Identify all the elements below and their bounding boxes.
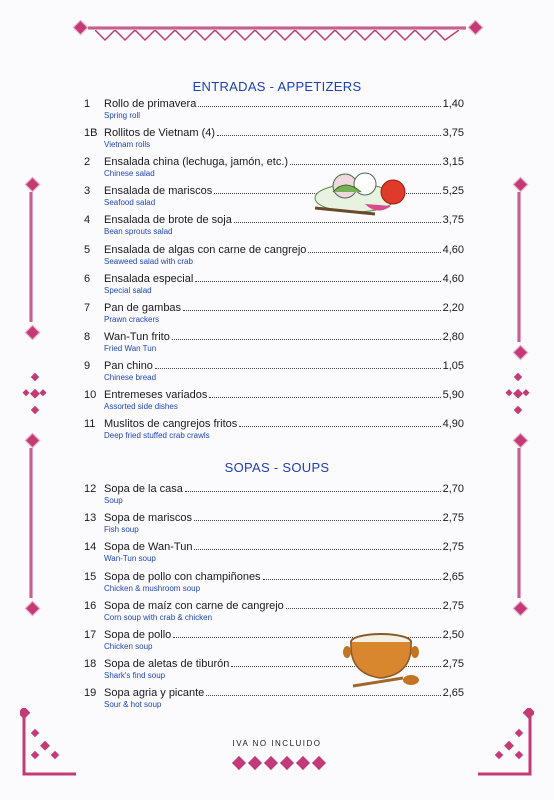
item-price: 2,75 (442, 599, 464, 612)
dot-leader (195, 280, 440, 282)
menu-item (84, 127, 464, 155)
item-number: 13 (84, 512, 97, 525)
item-number: 1B (84, 127, 98, 140)
item-name-es: Ensalada de algas con carne de cangrejo (104, 243, 307, 256)
item-line (104, 483, 464, 495)
item-price: 2,75 (442, 512, 464, 525)
item-price: 3,15 (442, 156, 464, 169)
item-number: 19 (84, 687, 97, 700)
item-name-es: Pan chino (104, 359, 153, 372)
item-name-en: Chinese bread (104, 372, 157, 382)
item-price: 5,25 (442, 185, 464, 198)
item-name-es: Sopa de la casa (104, 483, 183, 495)
item-number: 16 (84, 599, 97, 612)
menu-item (84, 418, 464, 446)
item-name-en: Prawn crackers (104, 314, 160, 324)
item-number: 14 (84, 541, 97, 554)
item-line (104, 331, 464, 343)
item-name-es: Ensalada de mariscos (104, 185, 213, 198)
item-name-en: Fish soup (104, 525, 139, 535)
item-line (104, 273, 464, 285)
menu-item (84, 389, 464, 417)
item-name-en: Shark's find soup (104, 671, 166, 681)
salad-illustration (305, 168, 415, 223)
dot-leader (172, 338, 441, 340)
dot-leader (198, 105, 440, 107)
vat-not-included-note: IVA NO INCLUIDO (232, 739, 322, 748)
dot-leader (308, 251, 440, 253)
item-price: 2,75 (442, 658, 464, 671)
item-name-es: Ensalada especial (104, 272, 194, 285)
menu-item (84, 302, 464, 330)
item-line (104, 389, 464, 401)
item-number: 15 (84, 570, 97, 583)
appetizers-title: ENTRADAS - APPETIZERS (192, 79, 362, 94)
item-name-es: Rollitos de Vietnam (4) (104, 127, 216, 140)
item-price: 3,75 (442, 214, 464, 227)
item-number: 9 (84, 359, 91, 372)
item-number: 2 (84, 156, 91, 169)
item-price: 1,05 (442, 359, 464, 372)
soups-title: SOPAS - SOUPS (224, 460, 330, 475)
item-name-en: Chinese salad (104, 169, 155, 179)
menu-item (84, 273, 464, 301)
dot-leader (286, 607, 441, 609)
item-number: 17 (84, 629, 97, 641)
item-name-es: Rollo de primavera (104, 98, 197, 110)
item-line (104, 360, 464, 372)
dot-leader (194, 548, 440, 550)
item-name-en: Vietnam rolls (104, 140, 151, 150)
dot-leader (155, 367, 441, 369)
dot-leader (206, 694, 440, 696)
flower-ornament-left (22, 372, 50, 418)
item-line (104, 571, 464, 583)
item-number: 1 (84, 98, 91, 110)
dot-leader (185, 490, 441, 492)
item-number: 6 (84, 272, 91, 285)
item-name-en: Chicken soup (104, 642, 153, 651)
item-price: 2,80 (442, 330, 464, 343)
dot-leader (183, 309, 441, 311)
item-price: 2,70 (442, 483, 464, 495)
item-number: 10 (84, 389, 97, 401)
dot-leader (217, 134, 441, 136)
item-number: 18 (84, 658, 97, 671)
item-number: 12 (84, 483, 97, 495)
dot-leader (290, 163, 441, 165)
item-name-en: Seaweed salad with crab (104, 256, 193, 266)
item-name-es: Sopa de Wan-Tun (104, 541, 193, 554)
item-line (104, 156, 464, 168)
item-name-es: Sopa agria y picante (104, 687, 205, 700)
item-name-es: Ensalada de brote de soja (104, 214, 232, 227)
item-line (104, 418, 464, 430)
item-name-en: Assorted side dishes (104, 402, 178, 411)
item-price: 4,60 (442, 243, 464, 256)
item-number: 5 (84, 243, 91, 256)
dot-leader (239, 425, 440, 427)
item-price: 5,90 (442, 389, 464, 401)
item-name-en: Spring roll (104, 111, 141, 120)
item-line (104, 98, 464, 110)
menu-item (84, 600, 464, 628)
item-name-en: Bean sprouts salad (104, 227, 173, 237)
item-price: 3,75 (442, 127, 464, 140)
item-name-en: Soup (104, 496, 123, 505)
menu-item (84, 541, 464, 569)
item-price: 2,20 (442, 301, 464, 314)
menu-item (84, 331, 464, 359)
menu-item (84, 571, 464, 599)
item-number: 8 (84, 330, 91, 343)
menu-item (84, 483, 464, 511)
item-price: 4,90 (442, 418, 464, 431)
item-name-es: Entremeses variados (104, 389, 208, 401)
item-name-es: Sopa de pollo con champiñones (104, 570, 261, 583)
zigzag-ornament-top (95, 30, 459, 42)
item-line (104, 541, 464, 553)
menu-item (84, 98, 464, 126)
item-name-es: Ensalada china (lechuga, jamón, etc.) (104, 156, 289, 169)
item-price: 1,40 (442, 98, 464, 110)
item-name-es: Sopa de mariscos (104, 512, 193, 525)
item-name-es: Muslitos de cangrejos fritos (104, 418, 238, 431)
dot-leader (194, 519, 441, 521)
soup-pot-illustration (343, 628, 425, 694)
item-line (104, 600, 464, 612)
item-name-en: Chicken & mushroom soup (104, 583, 201, 593)
menu-item (84, 244, 464, 272)
item-name-en: Fried Wan Tun (104, 343, 157, 353)
item-name-en: Seafood salad (104, 198, 156, 208)
item-line (104, 127, 464, 139)
item-number: 4 (84, 214, 91, 227)
menu-item (84, 360, 464, 388)
item-line (104, 244, 464, 256)
item-price: 2,75 (442, 541, 464, 554)
item-name-es: Sopa de aletas de tiburón (104, 658, 230, 671)
menu-item (84, 512, 464, 540)
item-number: 11 (84, 418, 96, 431)
item-name-en: Wan-Tun soup (104, 554, 156, 564)
item-price: 2,65 (442, 687, 464, 700)
dot-leader (263, 578, 441, 580)
item-line (104, 302, 464, 314)
item-price: 4,60 (442, 272, 464, 285)
item-number: 7 (84, 301, 91, 314)
item-name-es: Sopa de pollo (104, 629, 172, 641)
item-name-en: Corn soup with crab & chicken (104, 612, 213, 622)
item-name-en: Sour & hot soup (104, 700, 162, 710)
item-name-es: Wan-Tun frito (104, 330, 170, 343)
flower-ornament-right (505, 372, 533, 418)
item-line (104, 512, 464, 524)
bottom-diamond-ornament (228, 752, 328, 778)
item-name-es: Sopa de maíz con carne de cangrejo (104, 599, 284, 612)
item-name-en: Deep fried stuffed crab crawls (104, 431, 210, 441)
item-price: 2,50 (442, 629, 464, 641)
item-name-en: Special salad (104, 285, 152, 295)
dot-leader (209, 396, 440, 398)
item-name-es: Pan de gambas (104, 301, 182, 314)
item-number: 3 (84, 185, 91, 198)
item-price: 2,65 (442, 570, 464, 583)
